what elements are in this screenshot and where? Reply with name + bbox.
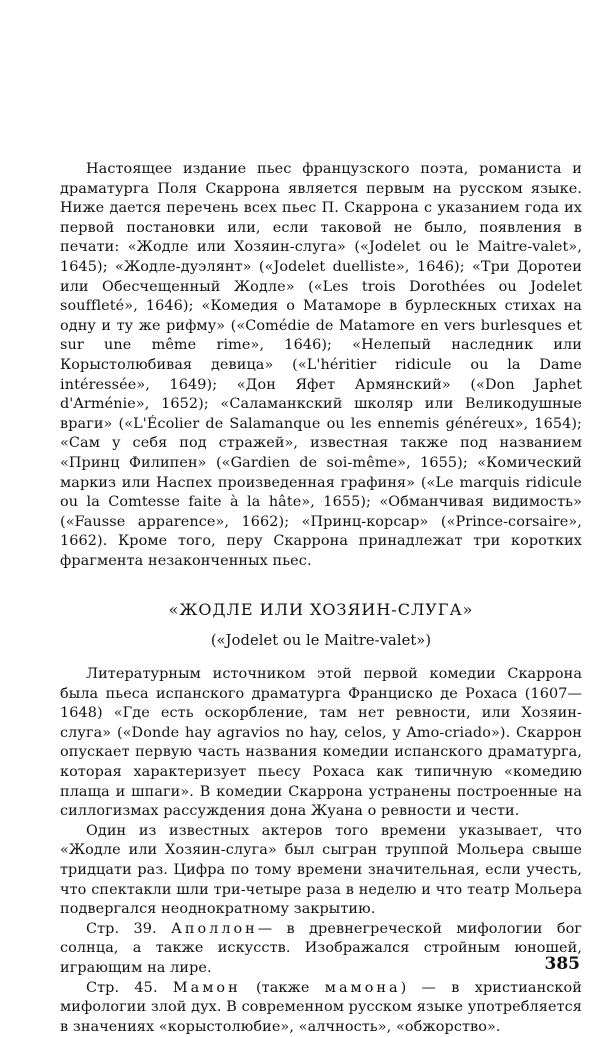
- page-number: 385: [544, 954, 580, 974]
- section-subtitle: («Jodelet ou le Maitre-valet»): [210, 632, 432, 650]
- note-apollo-text: — в древнегреческой мифологии бог солнца, а также искусств. Изображался стройным юношей, играющим на лире.: [60, 920, 582, 976]
- note-mamon-term: Мамон: [172, 979, 241, 996]
- note-mamon-term2: мамона: [324, 979, 401, 996]
- intro-paragraph: Настоящее издание пьес французского поэта, романиста и драматурга Поля Скаррона является первым на русском языке. Ниже дается перечень всех пьес П. Скаррона с указанием года их первой постановки или, если таковой не было, появления в печати: «Жодле или Хозяин-слуга» («Jodelet ou le Maitre-valet», 1645); «Жодле-дуэлянт» («Jodelet duelliste», 1646); «Три Доротеи или Обесчещенный Жодле» («Les trois Dorothées ou Jodelet souffleté», 1646); «Комедия о Матаморе в бурлескных стихах на одну и ту же рифму» («Comédie de Matamore en vers burlesques et sur une même rime», 1646); «Нелепый наследник или Корыстолюбивая девица» («L'héritier ridicule ou la Dame intéressée», 1649); «Дон Яфет Армянский» («Don Japhet d'Arménie», 1652); «Саламанкский школяр или Великодушные враги» («L'Écolier de Salamanque ou les ennemis généreux», 1654); «Сам у себя под стражей», известная также под названием «Принц Филипен» («Gardien de soi-même», 1655); «Комический маркиз или Наспех произведенная графиня» («Le marquis ridicule ou la Comtesse faite à la hâte», 1655); «Обманчивая видимость» («Fausse apparence», 1662); «Принц-корсар» («Prince-corsaire», 1662). Кроме того, перу Скаррона принадлежат три коротких фрагмента незаконченных пьес.: [60, 161, 582, 569]
- note-apollo-term: Аполлон: [171, 920, 258, 937]
- section-paragraph-1: Литературным источником этой первой комедии Скаррона была пьеса испанского драматурга Франциско де Рохаса (1607—1648) «Где есть оскорбление, там нет ревности, или Хозяин-слуга» («Donde hay agravios no hay, celos, y Amo-criado»). Скаррон опускает первую часть названия комедии испанского драматурга, которая характеризует пьесу Рохаса как типичную «комедию плаща и шпаги». В комедии Скаррона устранены построенные на силлогизмах рассуждения дона Жуана о ревности и чести.: [60, 666, 582, 820]
- page-body: [60, 160, 582, 1037]
- note-apollo-ref: Стр. 39.: [86, 920, 157, 937]
- note-mamon-ref: Стр. 45.: [86, 979, 158, 996]
- note-mamon-paren: (также: [255, 979, 310, 996]
- section-paragraph-2: Один из известных актеров того времени указывает, что «Жодле или Хозяин-слуга» был сыгран труппой Мольера свыше тридцати раз. Цифра по тому времени значительная, если учесть, что спектакли шли три-четыре раза в неделю и что театр Мольера подвергался неоднократному закрытию.: [60, 822, 582, 918]
- note-apollo: [60, 920, 582, 979]
- section-title: «ЖОДЛЕ ИЛИ ХОЗЯИН-СЛУГА»: [168, 600, 474, 620]
- note-mamon: [60, 979, 582, 1037]
- note-mamon-text: ) — в христианской мифологии злой дух. В современном русском языке употребляется в значениях «корыстолюбие», «алчность», «обжорство».: [60, 979, 582, 1035]
